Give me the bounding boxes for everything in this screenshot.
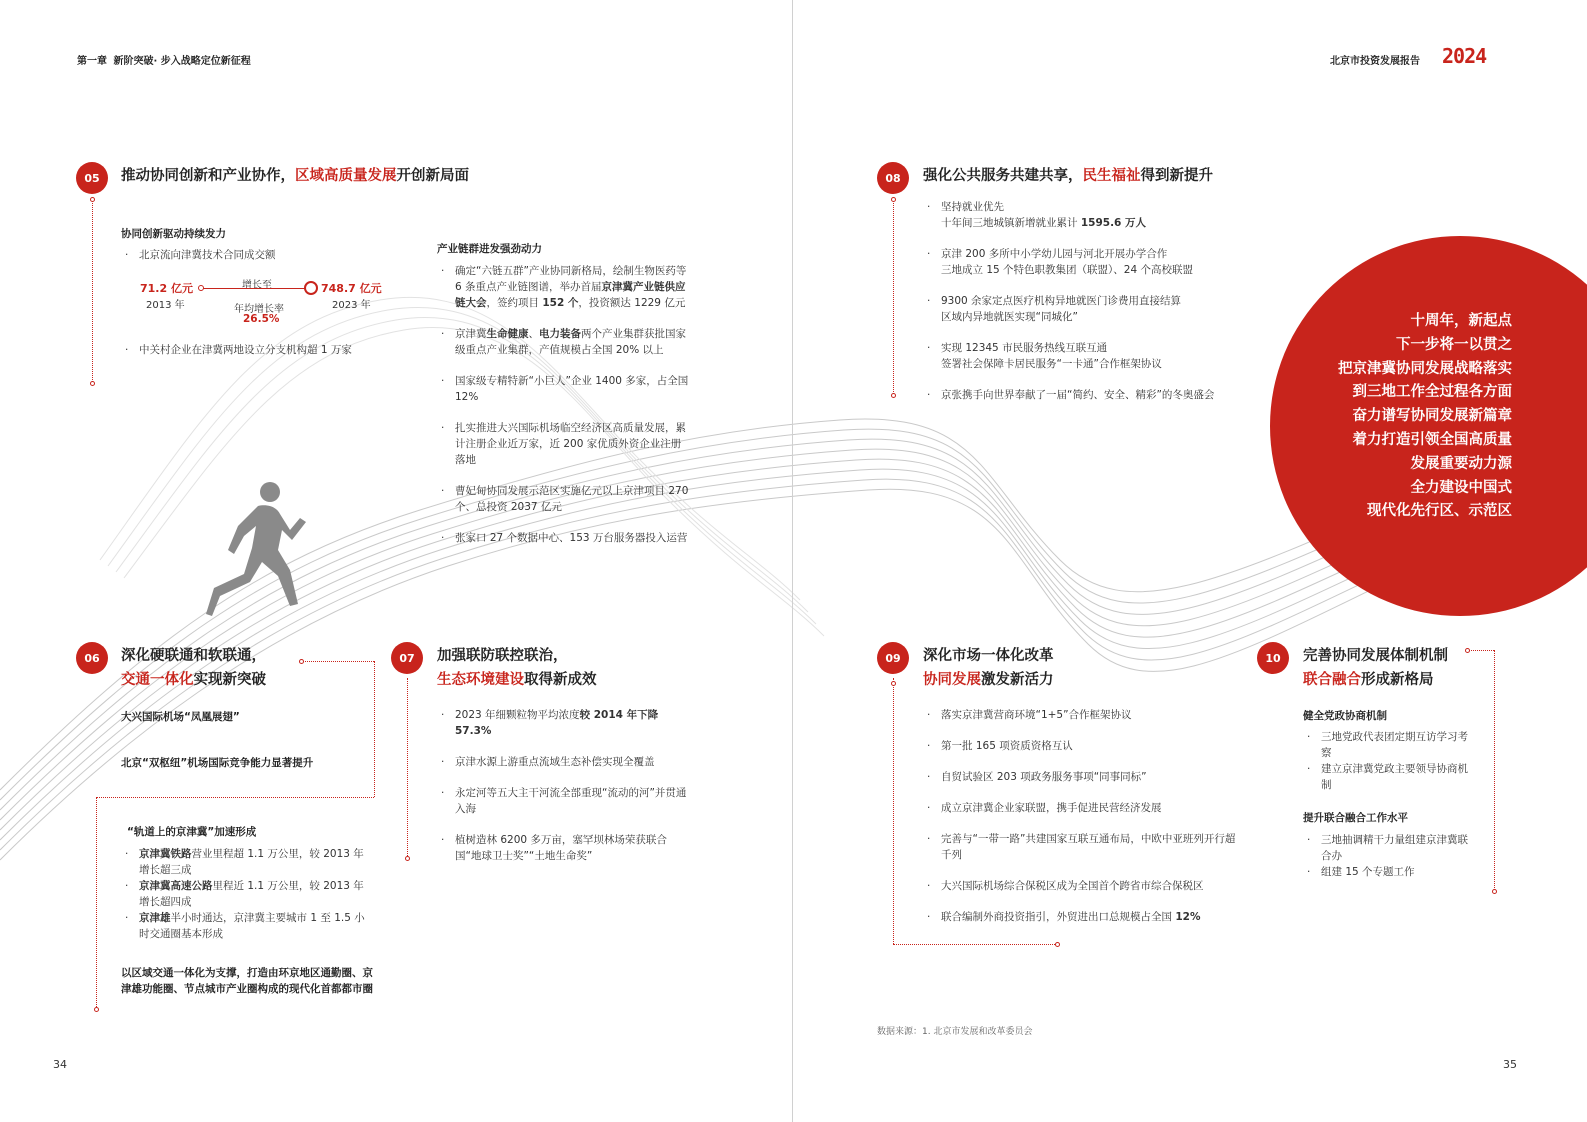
bullet-list xyxy=(439,707,691,864)
subheading: 健全党政协商机制 xyxy=(1303,710,1387,722)
timeline-dot xyxy=(891,393,896,398)
timeline-09 xyxy=(893,678,894,944)
list-item: · 京津水源上游重点流域生态补偿实现全覆盖 xyxy=(439,754,691,770)
list-item: · 扎实推进大兴国际机场临空经济区高质量发展，累计注册企业近万家，近 200 家优质外资企业注册落地 xyxy=(439,420,691,468)
list-item: · 成立京津冀企业家联盟，携手促进民营经济发展 xyxy=(925,800,1245,816)
chapter-header: 第一章 新阶突破· 步入战略定位新征程 xyxy=(77,56,251,67)
subheading: 提升联合融合工作水平 xyxy=(1303,812,1408,824)
timeline-dot xyxy=(891,197,896,202)
section-badge-10: 10 xyxy=(1257,642,1289,674)
list-item: · 落实京津冀营商环境“1+5”合作框架协议 xyxy=(925,707,1245,723)
list-item: · 京津冀铁路营业里程超 1.1 万公里，较 2013 年增长超三成 xyxy=(123,846,373,878)
section-title-08: 强化公共服务共建共享，民生福祉得到新提升 xyxy=(923,168,1213,184)
growth-end-circle xyxy=(304,281,318,295)
list-item: · 国家级专精特新“小巨人”企业 1400 多家，占全国 12% xyxy=(439,373,691,405)
timeline-dot xyxy=(1465,648,1470,653)
list-item: · 京津冀生命健康、电力装备两个产业集群获批国家级重点产业集群，产值规模占全国 20% 以上 xyxy=(439,326,691,358)
growth-arrow-line xyxy=(200,288,310,289)
connector-09 xyxy=(893,944,1057,945)
growth-infographic xyxy=(130,272,390,332)
list-item: · 大兴国际机场综合保税区成为全国首个跨省市综合保税区 xyxy=(925,878,1245,894)
list-item: · 完善与“一带一路”共建国家互联互通布局，中欧中亚班列开行超千列 xyxy=(925,831,1245,863)
timeline-dot xyxy=(90,197,95,202)
list-item: · 建立京津冀党政主要领导协商机制 xyxy=(1305,761,1475,793)
list-item: · 自贸试验区 203 项政务服务事项“同事同标” xyxy=(925,769,1245,785)
data-source-note: 数据来源：1. 北京市发展和改革委员会 xyxy=(877,1027,1033,1037)
timeline-dot xyxy=(1055,942,1060,947)
timeline-dot xyxy=(891,681,896,686)
rate-value: 26.5% xyxy=(243,313,280,325)
list-item: · 三地抽调精干力量组建京津冀联合办 xyxy=(1305,832,1475,864)
bullet-list xyxy=(439,263,691,546)
connector-06 xyxy=(96,797,97,1009)
list-item: · 实现 12345 市民服务热线互联互通 签署社会保障卡居民服务“一卡通”合作框架协议 xyxy=(925,340,1245,372)
timeline-dot xyxy=(405,856,410,861)
growth-label: 增长至 xyxy=(242,280,272,291)
list-item: · 北京流向津冀技术合同成交额 xyxy=(123,247,383,263)
runner-silhouette-icon xyxy=(200,478,310,626)
paragraph-bold: 北京“双枢纽”机场国际竞争能力显著提升 xyxy=(121,757,314,769)
connector-06 xyxy=(302,661,374,662)
connector-10 xyxy=(1494,650,1495,890)
list-item: · 坚持就业优先 十年间三地城镇新增就业累计 1595.6 万人 xyxy=(925,199,1245,231)
list-item: · 张家口 27 个数据中心、153 万台服务器投入运营 xyxy=(439,530,691,546)
section-badge-09: 09 xyxy=(877,642,909,674)
subheading: 协同创新驱动持续发力 xyxy=(121,228,226,240)
growth-start-dot xyxy=(198,285,204,291)
timeline-dot xyxy=(94,1007,99,1012)
subheading: 产业链群进发强劲动力 xyxy=(437,243,542,255)
timeline-dot xyxy=(299,659,304,664)
timeline-dot xyxy=(90,381,95,386)
list-item: · 确定“六链五群”产业协同新格局，绘制生物医药等 6 条重点产业链图谱，举办首届京津冀产业链供应链大会，签约项目 152 个，投资额达 1229 亿元 xyxy=(439,263,691,311)
connector-06 xyxy=(96,797,374,798)
page-number-right: 35 xyxy=(1503,1058,1517,1071)
circle-statement: 十周年，新起点 下一步将一以贯之 把京津冀协同发展战略落实 到三地工作全过程各方面 奋力谱写协同发展新篇章 着力打造引领全国高质量 发展重要动力源 全力建设中国式 现代化先行区、示范区 xyxy=(1338,313,1512,520)
bullet-list xyxy=(925,707,1245,925)
paragraph-bold: 大兴国际机场“凤凰展翅” xyxy=(121,711,240,723)
timeline-07 xyxy=(407,678,408,858)
list-item: · 三地党政代表团定期互访学习考察 xyxy=(1305,729,1475,761)
section-title-05: 推动协同创新和产业协作，区域高质量发展开创新局面 xyxy=(121,168,469,184)
section-title-07: 加强联防联控联治， 生态环境建设取得新成效 xyxy=(437,648,597,688)
list-item: · 永定河等五大主干河流全部重现“流动的河”并贯通入海 xyxy=(439,785,691,817)
list-item: · 2023 年细颗粒物平均浓度较 2014 年下降 57.3% xyxy=(439,707,691,739)
bullet-list xyxy=(123,342,373,358)
section-title-09: 深化市场一体化改革 协同发展激发新活力 xyxy=(923,648,1054,688)
list-item: · 京津 200 多所中小学幼儿园与河北开展办学合作 三地成立 15 个特色职教集团（联盟）、24 个高校联盟 xyxy=(925,246,1245,278)
section-title-06: 深化硬联通和软联通， 交通一体化实现新突破 xyxy=(121,648,266,688)
report-header: 北京市投资发展报告 xyxy=(1330,56,1420,67)
timeline-05 xyxy=(92,200,93,382)
bullet-list xyxy=(1305,729,1475,793)
page-number-left: 34 xyxy=(53,1058,67,1071)
list-item: · 组建 15 个专题工作 xyxy=(1305,864,1475,880)
page-spine xyxy=(792,0,793,1122)
timeline-08 xyxy=(893,200,894,394)
list-item: · 第一批 165 项资质资格互认 xyxy=(925,738,1245,754)
list-item: · 曹妃甸协同发展示范区实施亿元以上京津项目 270 个、总投资 2037 亿元 xyxy=(439,483,691,515)
connector-06 xyxy=(374,661,375,797)
timeline-dot xyxy=(1492,889,1497,894)
section-badge-05: 05 xyxy=(76,162,108,194)
bullet-list xyxy=(925,199,1245,403)
bullet-list xyxy=(123,846,373,942)
list-item: · 9300 余家定点医疗机构异地就医门诊费用直接结算 区域内异地就医实现“同城化” xyxy=(925,293,1245,325)
list-item: · 京张携手向世界奉献了一届“简约、安全、精彩”的冬奥盛会 xyxy=(925,387,1245,403)
connector-10 xyxy=(1468,650,1494,651)
subheading: “轨道上的京津冀”加速形成 xyxy=(127,826,257,838)
value-2023: 748.7 亿元 xyxy=(321,282,382,295)
section-footer-text: 以区域交通一体化为支撑，打造由环京地区通勤圈、京津雄功能圈、节点城市产业圈构成的现代化首都都市圈 xyxy=(121,967,373,995)
report-year: 2024 xyxy=(1442,44,1487,68)
year-2013: 2013 年 xyxy=(146,300,185,311)
section-title-10: 完善协同发展体制机制 联合融合形成新格局 xyxy=(1303,648,1448,688)
year-2023: 2023 年 xyxy=(332,300,371,311)
value-2013: 71.2 亿元 xyxy=(140,282,193,295)
section-badge-07: 07 xyxy=(391,642,423,674)
bullet-list xyxy=(1305,832,1475,880)
list-item: · 联合编制外商投资指引，外贸进出口总规模占全国 12% xyxy=(925,909,1245,925)
section-badge-08: 08 xyxy=(877,162,909,194)
bullet-list xyxy=(123,247,383,263)
list-item: · 京津冀高速公路里程近 1.1 万公里，较 2013 年增长超四成 xyxy=(123,878,373,910)
list-item: · 中关村企业在津冀两地设立分支机构超 1 万家 xyxy=(123,342,373,358)
list-item: · 植树造林 6200 多万亩，塞罕坝林场荣获联合国“地球卫士奖”“土地生命奖” xyxy=(439,832,691,864)
list-item: · 京津雄半小时通达，京津冀主要城市 1 至 1.5 小时交通圈基本形成 xyxy=(123,910,373,942)
section-badge-06: 06 xyxy=(76,642,108,674)
rate-label: 年均增长率 xyxy=(234,304,284,315)
